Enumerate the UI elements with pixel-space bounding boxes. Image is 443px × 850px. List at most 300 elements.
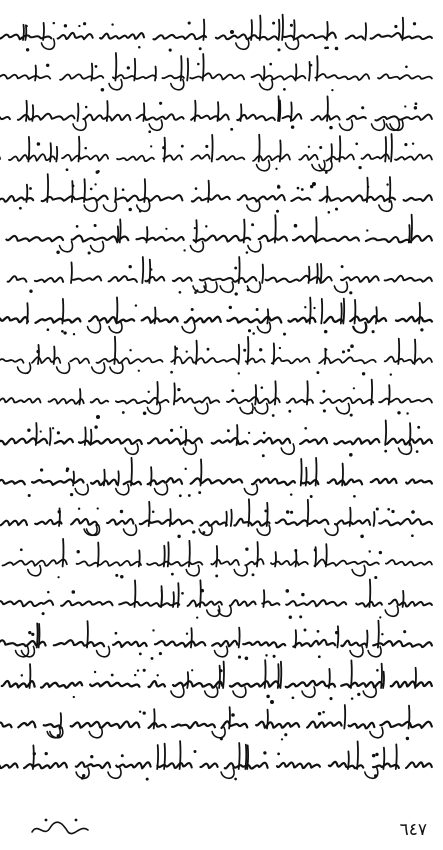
ink-dot (162, 146, 165, 149)
ink-stroke (275, 552, 276, 567)
ink-stroke (161, 590, 162, 607)
ink-stroke (164, 138, 165, 162)
ink-dot (199, 47, 202, 50)
ink-stroke (389, 177, 390, 202)
ink-stroke (409, 706, 410, 729)
ink-stroke (236, 39, 249, 49)
ink-stroke (374, 512, 375, 526)
ink-dot (384, 450, 387, 453)
ink-dot (138, 370, 140, 372)
ink-dot (177, 535, 180, 538)
manuscript-line (0, 96, 432, 133)
ink-stroke (239, 628, 240, 648)
ink-dot (375, 753, 378, 756)
ink-stroke (363, 687, 376, 697)
ink-stroke (114, 337, 115, 364)
ink-stroke (309, 267, 310, 283)
ink-dot (245, 657, 249, 661)
ink-stroke (237, 425, 238, 445)
ink-dot (196, 289, 198, 291)
ink-stroke (0, 114, 432, 121)
ink-stroke (337, 626, 338, 647)
ink-stroke (402, 18, 403, 40)
ink-stroke (410, 423, 411, 445)
ink-stroke (371, 380, 372, 405)
ink-dot (122, 411, 125, 414)
ink-dot (47, 328, 50, 331)
ink-stroke (280, 662, 281, 688)
ink-dot (188, 494, 191, 497)
ink-stroke (327, 22, 328, 40)
ink-dot (279, 347, 281, 349)
ink-dot (63, 331, 66, 334)
ink-dot (335, 208, 338, 211)
ink-stroke (295, 630, 296, 647)
ink-dot (374, 774, 377, 777)
ink-dot (234, 267, 237, 270)
ink-stroke (389, 385, 390, 404)
ink-dot (288, 410, 291, 413)
ink-dot (259, 348, 262, 351)
ink-stroke (383, 748, 384, 769)
ink-stroke (0, 478, 432, 485)
ink-dot (329, 697, 332, 700)
ink-stroke (325, 525, 338, 535)
manuscript-line (0, 660, 432, 700)
ink-stroke (376, 307, 377, 323)
ink-dot (324, 330, 328, 334)
ink-stroke (186, 566, 199, 576)
ink-dot (283, 333, 286, 336)
ink-stroke (73, 472, 74, 486)
ink-stroke (0, 73, 432, 80)
ink-stroke (385, 420, 386, 445)
ink-stroke (78, 104, 79, 122)
ink-dot (289, 616, 292, 619)
ink-dot (277, 753, 280, 756)
ink-dot (266, 695, 270, 699)
ink-stroke (203, 54, 204, 81)
ink-stroke (317, 56, 318, 81)
ink-stroke (339, 120, 352, 130)
ink-stroke (348, 751, 349, 769)
ink-dot (319, 146, 322, 149)
ink-stroke (23, 25, 24, 40)
ink-stroke (307, 500, 308, 526)
ink-dot (57, 734, 60, 737)
ink-stroke (278, 664, 279, 688)
ink-dot (413, 22, 416, 25)
ink-stroke (108, 768, 121, 778)
ink-stroke (39, 624, 40, 648)
manuscript-line (0, 53, 432, 91)
ink-stroke (60, 242, 73, 252)
ink-stroke (6, 236, 432, 243)
ink-dot (184, 468, 186, 470)
ink-dot (139, 210, 142, 213)
ink-dot (78, 25, 80, 27)
ink-dot (416, 450, 419, 453)
ink-stroke (306, 468, 307, 486)
ink-dot (304, 306, 306, 308)
ink-stroke (149, 260, 150, 283)
ink-dot (415, 102, 418, 105)
ink-dot (243, 349, 246, 352)
ink-dot (322, 390, 325, 393)
ink-dot (297, 187, 300, 190)
ink-stroke (155, 67, 156, 81)
ink-stroke (0, 154, 432, 161)
ink-stroke (0, 357, 432, 364)
ink-dot (128, 208, 131, 211)
ink-dot (366, 229, 368, 231)
ink-dot (379, 616, 381, 618)
ink-dot (139, 652, 142, 655)
ink-dot (379, 551, 382, 554)
ink-dot (156, 674, 158, 676)
ink-dot (146, 778, 149, 781)
ink-dot (238, 656, 241, 659)
ink-stroke (75, 485, 88, 495)
manuscript-line (0, 15, 432, 52)
ink-dot (231, 389, 234, 392)
ink-stroke (0, 762, 432, 769)
ink-stroke (248, 242, 261, 252)
ink-dot (284, 733, 287, 736)
ink-stroke (239, 257, 240, 283)
ink-stroke (296, 551, 297, 566)
ink-dot (391, 510, 394, 513)
ink-dot (245, 548, 248, 551)
ink-dot (205, 145, 208, 148)
ink-stroke (37, 623, 38, 647)
ink-dot (94, 671, 96, 673)
ink-dot (58, 510, 61, 513)
ink-stroke (310, 298, 311, 324)
ink-dot (29, 290, 32, 293)
ink-stroke (385, 137, 386, 162)
ink-stroke (343, 299, 344, 324)
ink-stroke (170, 509, 171, 526)
ink-stroke (173, 592, 174, 607)
ink-dot (183, 249, 185, 251)
ink-dot (33, 752, 36, 755)
ink-stroke (255, 385, 256, 405)
ink-dot (111, 674, 114, 677)
ink-dot (101, 88, 105, 92)
ink-dot (276, 210, 279, 213)
ink-stroke (80, 389, 81, 405)
ink-stroke (26, 185, 27, 202)
ink-dot (220, 737, 223, 740)
ink-dot (97, 507, 99, 509)
ink-stroke (251, 20, 252, 40)
ink-stroke (178, 583, 179, 607)
ink-stroke (109, 323, 122, 333)
ink-stroke (144, 179, 145, 202)
ink-dot (120, 510, 123, 513)
ink-dot (175, 347, 178, 350)
ink-dot (129, 265, 132, 268)
ink-stroke (220, 282, 233, 292)
ink-dot (66, 168, 69, 171)
ink-dot (180, 426, 182, 428)
ink-stroke (62, 299, 63, 324)
ink-stroke (351, 660, 352, 688)
ink-stroke (245, 745, 246, 769)
ink-dot (328, 211, 331, 214)
ink-dot (277, 48, 280, 51)
ink-stroke (223, 662, 224, 689)
manuscript-line (0, 380, 432, 417)
ink-stroke (244, 485, 257, 495)
ink-stroke (137, 201, 150, 211)
ink-stroke (231, 510, 232, 526)
ink-dot (234, 778, 237, 781)
ink-stroke (241, 104, 242, 121)
ink-stroke (415, 340, 416, 365)
ink-dot (28, 494, 31, 497)
ink-dot (127, 66, 130, 69)
ink-dot (313, 307, 315, 309)
ink-dot (277, 185, 279, 187)
ink-stroke (104, 470, 105, 486)
ink-dot (96, 171, 99, 174)
ink-stroke (307, 381, 308, 404)
ink-stroke (267, 710, 268, 729)
ink-stroke (190, 242, 203, 252)
ink-stroke (325, 349, 326, 364)
ink-dot (135, 304, 137, 306)
ink-dot (376, 669, 379, 672)
ink-dot (194, 750, 197, 753)
ink-dot (66, 469, 69, 472)
ink-dot (205, 225, 207, 227)
ink-dot (194, 227, 196, 229)
ink-stroke (247, 282, 260, 292)
ink-stroke (294, 20, 295, 40)
ink-dot (353, 495, 356, 498)
ink-stroke (419, 303, 420, 324)
ink-dot (227, 429, 230, 432)
ink-dot (325, 171, 328, 174)
ink-stroke (154, 709, 155, 728)
ink-dot (394, 25, 397, 28)
ink-stroke (33, 745, 34, 769)
ink-stroke (352, 566, 365, 576)
ink-dot (235, 292, 238, 295)
ink-stroke (38, 345, 39, 364)
ink-dot (403, 630, 406, 633)
ink-stroke (57, 363, 70, 373)
ink-dot (53, 22, 55, 24)
ink-dot (304, 427, 307, 430)
ink-dot (341, 265, 344, 268)
ink-stroke (0, 438, 432, 445)
ink-stroke (280, 140, 281, 161)
ink-stroke (341, 303, 342, 323)
ink-dot (351, 697, 354, 700)
ink-stroke (203, 20, 204, 41)
ink-stroke (191, 628, 192, 647)
ink-stroke (378, 621, 379, 648)
ink-stroke (219, 666, 220, 688)
ink-stroke (185, 430, 186, 445)
ink-stroke (27, 303, 28, 323)
ink-stroke (233, 687, 246, 697)
ink-stroke (0, 721, 432, 728)
ink-dot (390, 373, 392, 375)
ink-stroke (212, 135, 213, 162)
ink-dot (192, 530, 195, 533)
manuscript-line (0, 134, 432, 174)
ink-stroke (149, 502, 150, 526)
ink-stroke (391, 134, 392, 162)
ink-dot (417, 426, 420, 429)
ink-stroke (196, 220, 197, 242)
ink-stroke (72, 181, 73, 202)
ink-dot (45, 752, 48, 755)
ink-dot (304, 629, 307, 632)
manuscript-line (0, 337, 432, 376)
ink-stroke (247, 745, 248, 769)
ink-dot (171, 573, 174, 576)
ink-stroke (411, 215, 412, 243)
ink-dot (215, 574, 218, 577)
ink-stroke (157, 382, 158, 405)
ink-stroke (196, 341, 197, 364)
ink-stroke (216, 546, 217, 567)
ink-stroke (244, 220, 245, 243)
ink-dot (349, 291, 352, 294)
ink-dot (310, 495, 313, 498)
ink-stroke (208, 181, 209, 202)
ink-dot (57, 576, 59, 578)
ink-dot (186, 633, 188, 635)
ink-dot (406, 737, 409, 740)
ink-dot (26, 372, 28, 374)
ink-dot (150, 268, 152, 270)
ink-dot (248, 432, 250, 434)
ink-stroke (155, 308, 156, 324)
ink-dot (115, 574, 118, 577)
ink-dot (387, 508, 390, 511)
ink-dot (40, 430, 42, 432)
ink-dot (353, 387, 355, 389)
ink-stroke (97, 647, 110, 657)
ink-stroke (263, 590, 264, 607)
ink-dot (179, 291, 182, 294)
ink-stroke (50, 143, 51, 161)
ink-dot (412, 143, 414, 145)
ink-dot (322, 711, 325, 714)
ink-dot (85, 106, 88, 109)
ink-stroke (329, 669, 330, 688)
ink-dot (310, 64, 312, 66)
ink-stroke (267, 309, 268, 323)
manuscript-line (0, 174, 432, 213)
ink-stroke (372, 120, 385, 130)
ink-dot (159, 102, 162, 105)
ink-stroke (240, 404, 253, 414)
ink-stroke (262, 265, 263, 284)
ink-stroke (25, 25, 26, 40)
ink-stroke (409, 225, 410, 243)
ink-dot (251, 412, 253, 414)
ink-dot (372, 754, 376, 758)
ink-dot (77, 550, 80, 553)
ink-dot (376, 507, 379, 510)
ink-dot (84, 147, 87, 150)
ink-dot (170, 429, 173, 432)
ink-stroke (131, 458, 132, 486)
ink-dot (143, 412, 147, 416)
ink-stroke (54, 347, 55, 365)
ink-stroke (239, 743, 240, 769)
ink-stroke (350, 647, 363, 657)
ink-dot (152, 629, 154, 631)
ink-dot (134, 674, 136, 676)
ink-dot (70, 493, 73, 496)
ink-dot (191, 308, 194, 311)
ink-dot (256, 308, 259, 311)
ink-dot (411, 510, 415, 514)
ink-stroke (189, 541, 190, 567)
ink-stroke (107, 101, 108, 121)
ink-dot (195, 187, 198, 190)
ink-stroke (370, 728, 383, 738)
ink-stroke (26, 101, 27, 121)
ink-dot (247, 289, 249, 291)
ink-dot (148, 130, 151, 133)
ink-dot (414, 106, 417, 109)
ink-stroke (291, 102, 292, 121)
ink-dot (27, 428, 30, 431)
ink-stroke (350, 508, 351, 526)
ink-dot (301, 593, 304, 596)
ink-mark (312, 182, 316, 186)
ink-dot (177, 388, 180, 391)
ink-stroke (312, 161, 325, 171)
ink-stroke (142, 257, 143, 283)
ink-dot (72, 590, 76, 594)
ink-stroke (248, 499, 249, 526)
ink-dot (94, 425, 97, 428)
ink-stroke (327, 187, 328, 202)
ink-dot (121, 754, 124, 757)
ink-stroke (0, 33, 432, 40)
ink-dot (404, 143, 407, 146)
ink-stroke (110, 363, 123, 373)
ink-dot (196, 616, 198, 618)
ink-dot (317, 630, 320, 633)
ink-stroke (63, 539, 64, 567)
ink-stroke (84, 201, 97, 211)
ink-dot (290, 493, 292, 495)
ink-dot (265, 654, 267, 656)
ink-dot (88, 251, 91, 254)
ink-stroke (260, 80, 273, 90)
ink-dot (263, 432, 266, 435)
ink-dot (367, 186, 369, 188)
ink-stroke (91, 64, 92, 81)
ink-dot (238, 372, 240, 374)
ink-stroke (309, 62, 310, 81)
ink-mark (230, 30, 234, 34)
ink-stroke (143, 103, 144, 121)
ink-dot (290, 24, 293, 27)
ink-stroke (171, 80, 184, 90)
